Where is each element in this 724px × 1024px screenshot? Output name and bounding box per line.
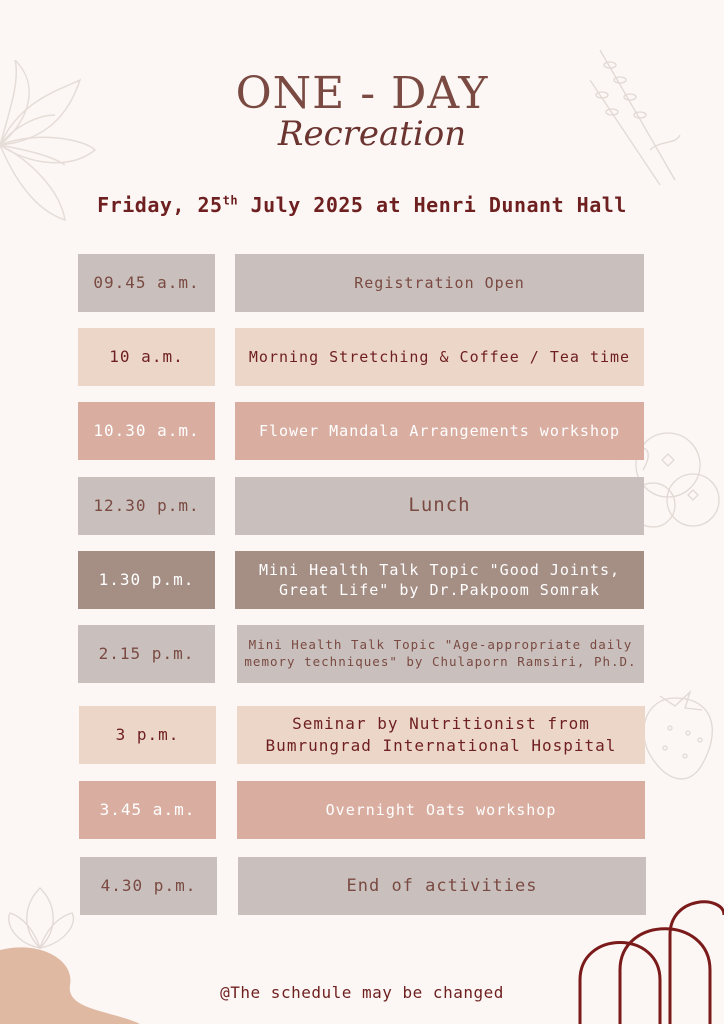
schedule-time: 09.45 a.m. [78, 254, 215, 312]
schedule-time: 10.30 a.m. [78, 402, 215, 460]
schedule-disclaimer: @The schedule may be changed [220, 983, 504, 1002]
schedule-activity: End of activities [238, 857, 646, 915]
schedule-time: 1.30 p.m. [78, 551, 215, 609]
schedule-activity: Mini Health Talk Topic "Age-appropriate daily memory techniques" by Chulaporn Ramsiri, Ph.D. [237, 625, 644, 683]
schedule-activity: Morning Stretching & Coffee / Tea time [235, 328, 644, 386]
corner-blob-icon [0, 940, 140, 1024]
schedule-time: 12.30 p.m. [78, 477, 215, 535]
schedule-activity: Registration Open [235, 254, 644, 312]
schedule-activity: Flower Mandala Arrangements workshop [235, 402, 644, 460]
date-prefix: Friday, 25 [97, 193, 223, 217]
date-ordinal: th [222, 193, 239, 208]
schedule-time: 10 a.m. [78, 328, 215, 386]
event-subtitle: Recreation [277, 114, 467, 154]
schedule-time: 3 p.m. [79, 706, 216, 764]
event-date-venue [0, 193, 724, 217]
event-title: ONE - DAY [235, 68, 489, 119]
schedule-activity: Seminar by Nutritionist from Bumrungrad International Hospital [237, 706, 645, 764]
schedule-time: 3.45 a.m. [79, 781, 216, 839]
schedule-time: 2.15 p.m. [78, 625, 215, 683]
schedule-time: 4.30 p.m. [80, 857, 217, 915]
date-rest: July 2025 at Henri Dunant Hall [238, 193, 627, 217]
schedule-activity: Lunch [235, 477, 644, 535]
schedule-activity: Overnight Oats workshop [237, 781, 645, 839]
schedule-activity: Mini Health Talk Topic "Good Joints, Great Life" by Dr.Pakpoom Somrak [235, 551, 644, 609]
